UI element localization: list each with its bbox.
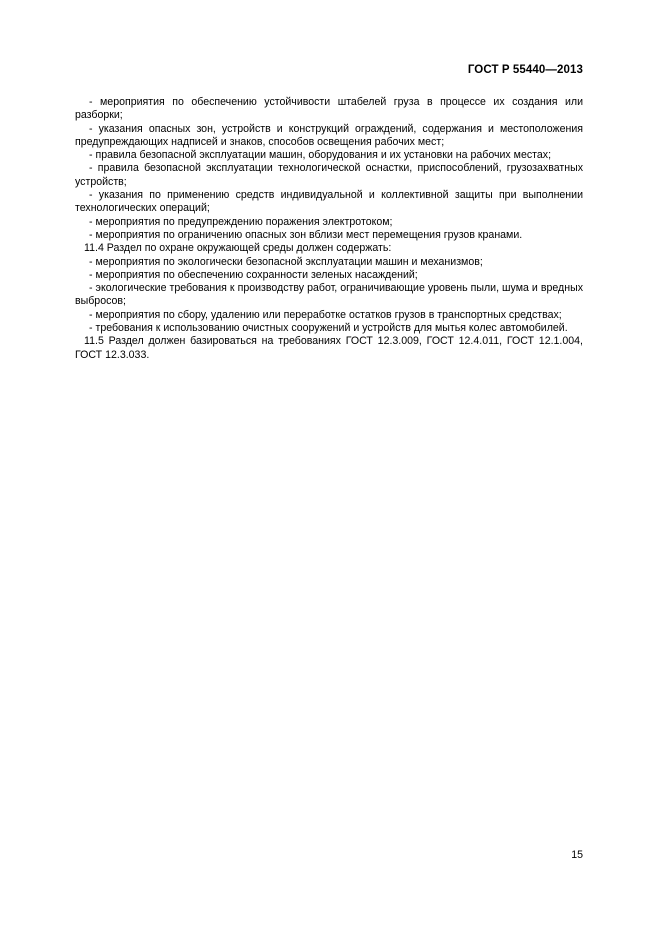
page-number: 15	[571, 849, 583, 861]
list-item-eco-requirements: - экологические требования к производству работ, ограничивающие уровень пыли, шума и вредных выбросов;	[75, 282, 583, 308]
list-item-wheel-washing: - требования к использованию очистных сооружений и устройств для мытья колес автомобилей.	[89, 322, 568, 335]
list-item-hazard-zones: - указания опасных зон, устройств и конструкций ограждений, содержания и местоположения предупреждающих надписей и знаков, способов освещения рабочих мест;	[75, 122, 583, 148]
list-item-crane-zones: - мероприятия по ограничению опасных зон вблизи мест перемещения грузов кранами.	[89, 228, 523, 241]
section-11-5-text: 11.5 Раздел должен базироваться на требованиях ГОСТ 12.3.009, ГОСТ 12.4.011, ГОСТ 12.1.004, ГОСТ 12.3.033.	[75, 335, 583, 361]
list-item-machine-safety: - правила безопасной эксплуатации машин, оборудования и их установки на рабочих местах;	[89, 149, 552, 162]
list-item-eco-machines: - мероприятия по экологически безопасной эксплуатации машин и механизмов;	[89, 255, 483, 268]
list-item-cargo-residue: - мероприятия по сбору, удалению или переработке остатков грузов в транспортных средствах;	[89, 308, 562, 321]
document-body	[75, 96, 583, 362]
list-item-electric-shock: - мероприятия по предупреждению поражения электротоком;	[89, 215, 393, 228]
list-item-tooling-safety: - правила безопасной эксплуатации технологической оснастки, приспособлений, грузозахватных устройств;	[75, 162, 583, 188]
list-item-green-spaces: - мероприятия по обеспечению сохранности зеленых насаждений;	[89, 268, 418, 281]
section-11-4-heading: 11.4 Раздел по охране окружающей среды должен содержать:	[84, 242, 392, 255]
list-item-stack-stability: - мероприятия по обеспечению устойчивости штабелей груза в процессе их создания или разборки;	[75, 96, 583, 122]
list-item-protective-equipment: - указания по применению средств индивидуальной и коллективной защиты при выполнении технологических операций;	[75, 189, 583, 215]
document-header-code: ГОСТ Р 55440—2013	[467, 64, 583, 76]
